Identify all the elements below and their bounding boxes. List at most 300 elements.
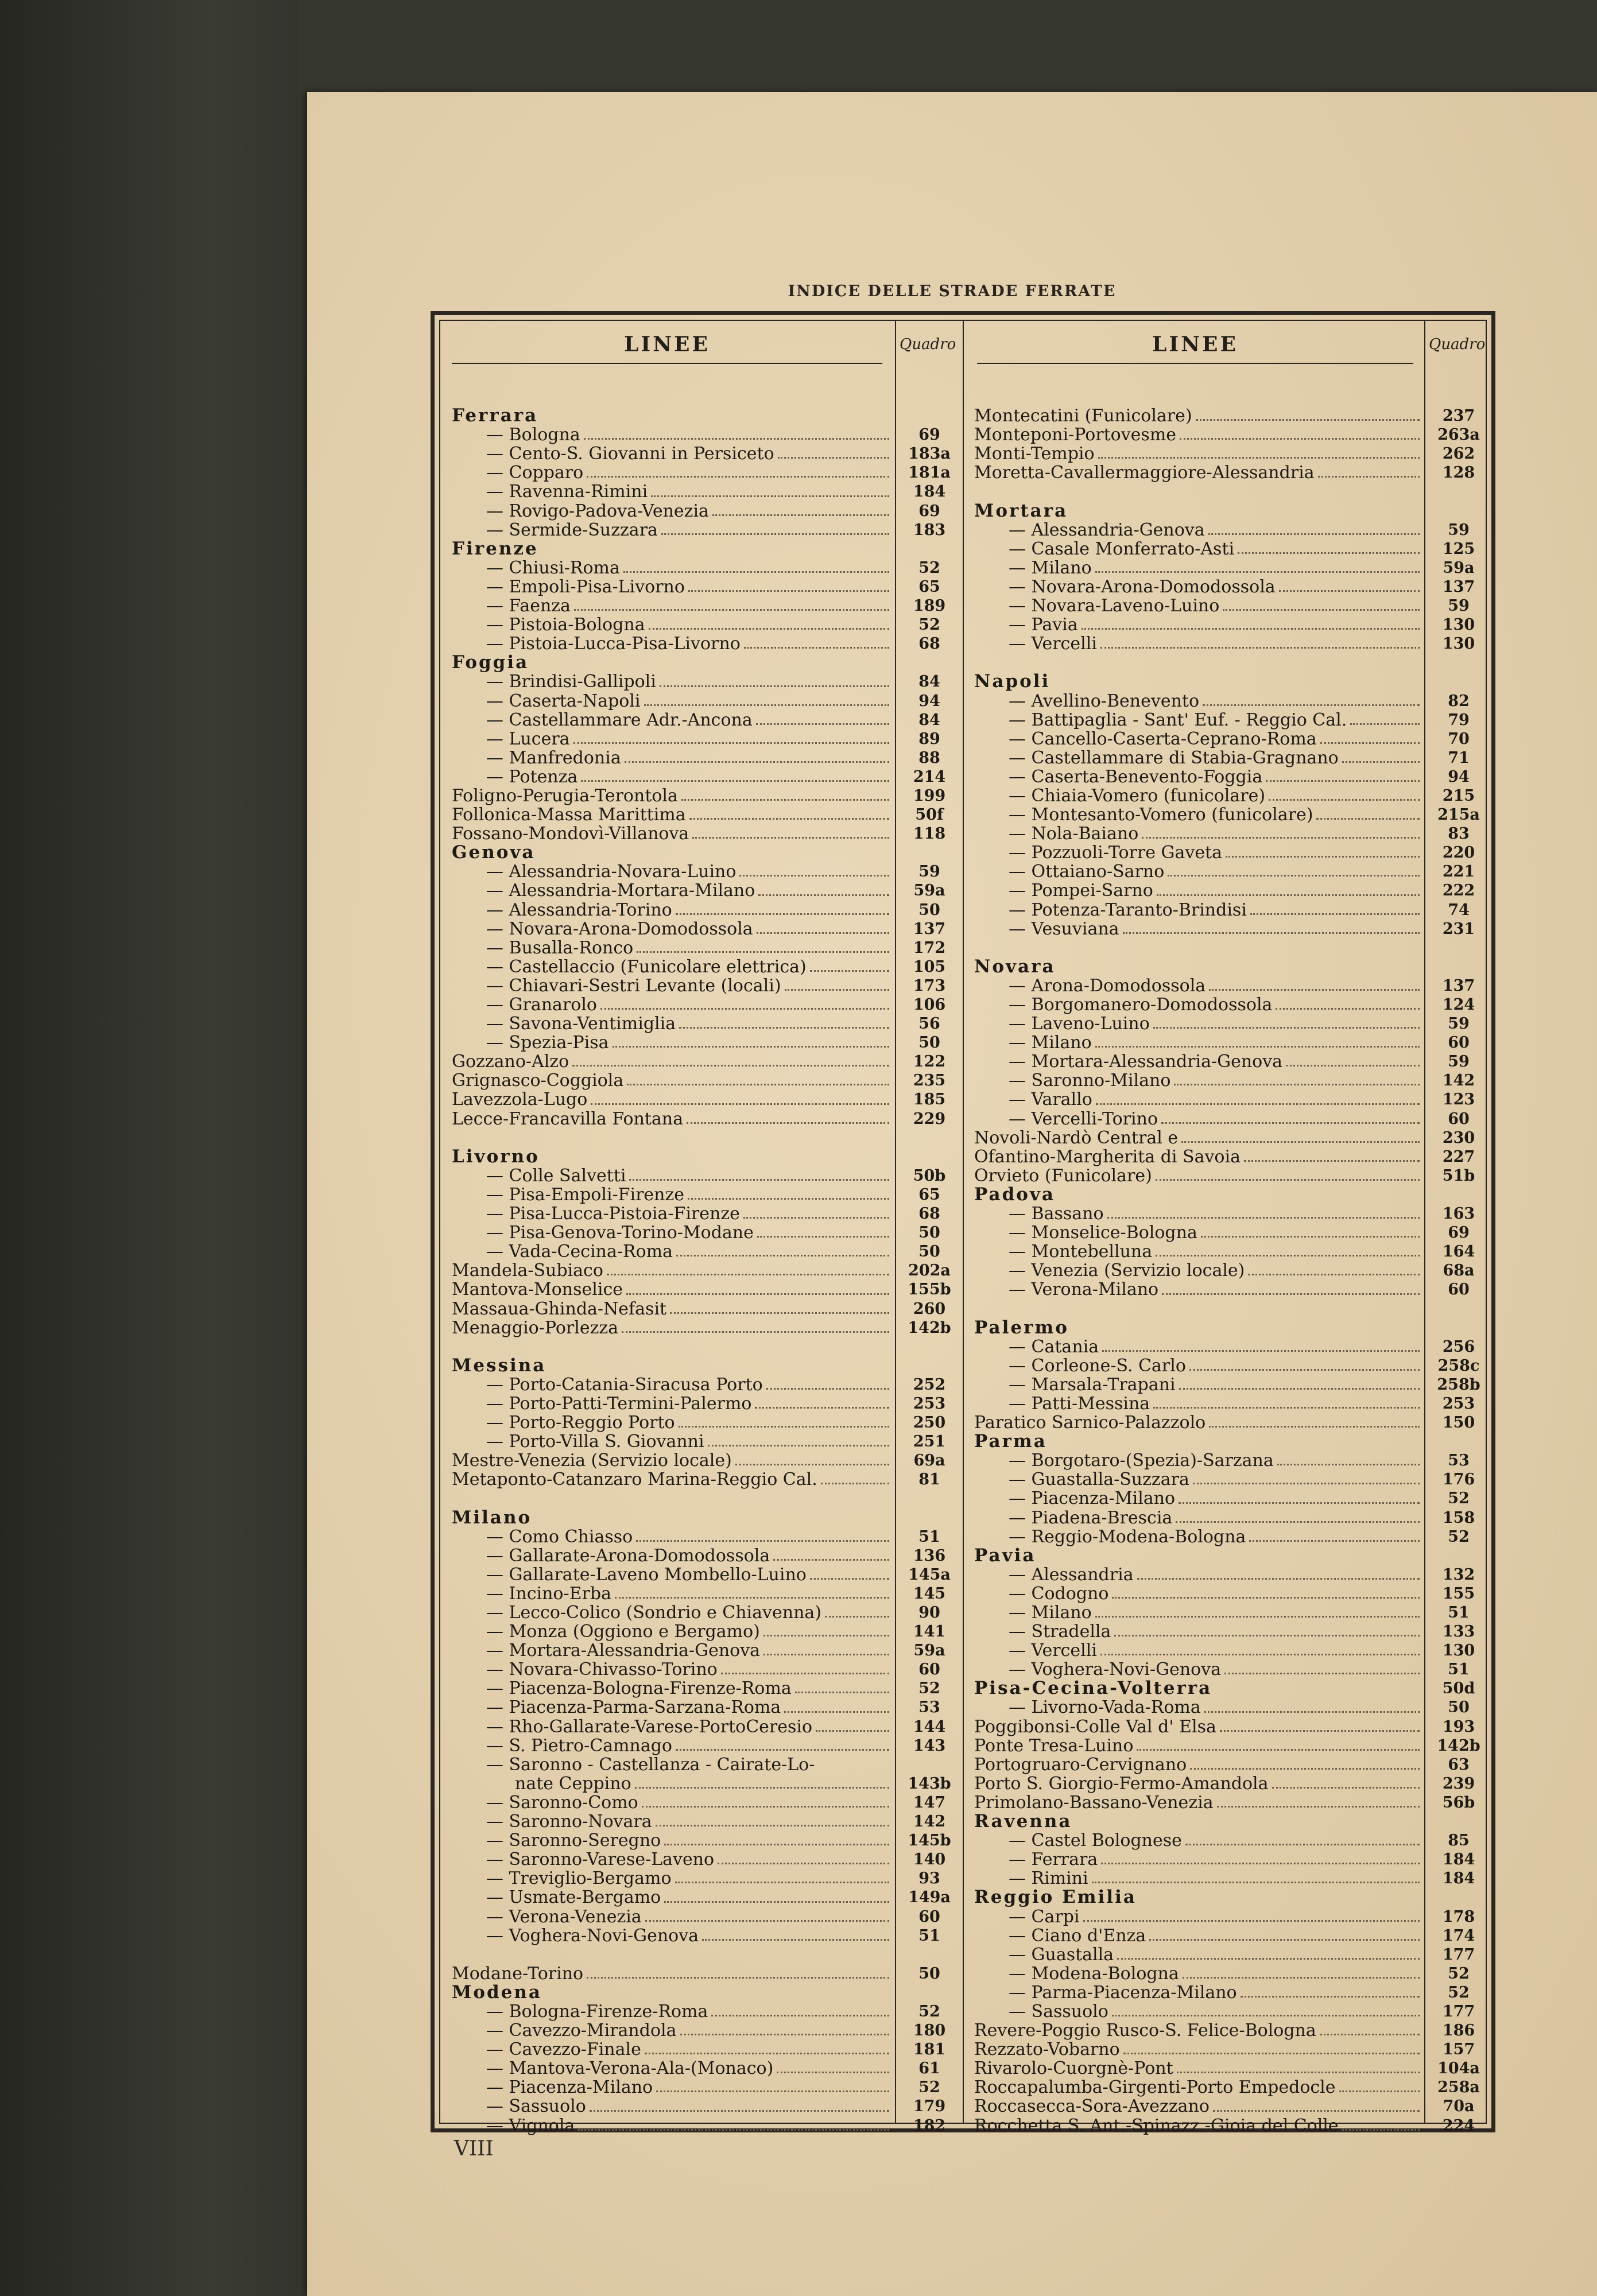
page-title: INDICE DELLE STRADE FERRATE [788,282,1117,300]
quadro-number: 70a [1443,2097,1475,2116]
quadro-number: 50 [918,1034,940,1052]
entry-name: — Cento-S. Giovanni in Persiceto [486,444,774,464]
quadro-number: 189 [913,597,946,615]
index-group-heading [452,1508,963,1527]
index-entry [974,1147,1492,1166]
quadro-number: 143b [908,1774,951,1793]
leader-dots [778,457,889,459]
quadro-number: 158 [1442,1508,1475,1527]
entry-name: Napoli [974,671,1051,692]
index-entry [452,1812,963,1831]
quadro-number: 184 [913,483,946,501]
index-entry [974,1261,1492,1280]
index-entry [452,805,963,824]
entry-name: — Milano [1009,1033,1092,1053]
leader-dots [623,571,889,573]
quadro-number: 59 [1448,1015,1470,1033]
entry-name: — S. Pietro-Camnago [486,1735,672,1756]
index-table [431,311,1495,2136]
index-entry [974,843,1492,862]
leader-dots [670,1312,889,1314]
index-entry [452,502,963,521]
index-entry [452,1280,963,1299]
row-spacer [452,1128,963,1147]
index-entry [452,1964,963,1983]
index-entry [974,692,1492,711]
quadro-number: 50d [1442,1680,1475,1698]
index-group-heading [452,1147,963,1166]
index-entry [452,767,963,786]
leader-dots [1149,1939,1420,1941]
index-entry [452,1375,963,1394]
leader-dots [660,685,889,687]
entry-name: — Porto-Villa S. Giovanni [486,1432,704,1452]
leader-dots [1266,780,1420,782]
quadro-number: 53 [918,1698,940,1717]
entry-name: — Nola-Baiano [1009,824,1139,844]
index-entry [452,1831,963,1850]
entry-name: — Vercelli [1009,634,1097,654]
entry-name: — Sermide-Suzzara [486,519,658,540]
index-entry [974,540,1492,559]
quadro-number: 105 [913,957,946,976]
row-spacer [452,1337,963,1356]
index-entry [974,1508,1492,1527]
quadro-number: 178 [1442,1907,1475,1926]
leader-dots [795,1692,889,1693]
index-group-heading [452,406,963,425]
quadro-number: 164 [1442,1243,1475,1261]
index-entry [974,2097,1492,2116]
quadro-number: 137 [1442,577,1475,596]
leader-dots [712,514,889,516]
index-entry [974,1622,1492,1641]
entry-name: — Saronno - Castellanza - Cairate-Lo- [486,1754,815,1775]
quadro-number: 177 [1442,1945,1475,1964]
quadro-number: 53 [1448,1452,1470,1470]
leader-dots [1220,1730,1420,1732]
quadro-number: 215a [1437,806,1480,824]
index-entry [452,425,963,444]
index-entry [452,711,963,730]
index-entry [974,559,1492,577]
leader-dots [676,1255,889,1256]
leader-dots [1244,1160,1420,1162]
leader-dots [689,818,889,820]
index-entry [974,1717,1492,1736]
entry-name: — Verona-Milano [1009,1279,1159,1300]
leader-dots [1203,704,1420,706]
entry-name: Foggia [452,652,529,673]
index-entry [974,1128,1492,1147]
scanner-background [0,0,299,2296]
leader-dots [1201,1236,1420,1238]
entry-name: — Rho-Gallarate-Varese-PortoCeresio [486,1716,813,1737]
leader-dots [1179,1502,1420,1504]
leader-dots [590,2110,889,2112]
leader-dots [1183,1977,1420,1979]
entry-name: Modena [452,1981,542,2003]
quadro-number: 56b [1442,1793,1475,1812]
column-divider [963,321,964,2123]
quadro-number: 184 [1442,1870,1475,1888]
row-spacer [452,1945,963,1964]
quadro-number: 68 [918,635,940,653]
index-group-heading [974,502,1492,521]
entry-name: — Chiavari-Sestri Levante (locali) [486,975,781,996]
entry-name: Firenze [452,538,538,559]
index-entry [452,444,963,463]
leader-dots [656,2091,889,2092]
index-entry [452,1413,963,1432]
index-entry [974,521,1492,540]
leader-dots [1209,989,1420,991]
leader-dots [1137,1749,1420,1751]
leader-dots [676,913,889,915]
index-entry [452,748,963,767]
index-entry [452,1394,963,1413]
leader-dots [1176,1521,1420,1523]
leader-dots [1189,1369,1420,1371]
quadro-number: 214 [913,767,946,786]
leader-dots [1209,1426,1420,1428]
quadro-number: 172 [913,938,946,957]
leader-dots [757,1236,889,1238]
leader-dots [1318,476,1420,478]
entry-name: — Lecco-Colico (Sondrio e Chiavenna) [486,1603,821,1623]
leader-dots [679,1426,889,1428]
entry-name: — Chiusi-Roma [486,557,620,578]
quadro-number: 130 [1442,1642,1475,1660]
quadro-number: 145b [908,1832,951,1850]
leader-dots [625,761,889,763]
index-entry [974,805,1492,824]
index-entry [452,1717,963,1736]
entry-name: — Alessandria-Mortara-Milano [486,881,755,901]
entry-name: Pavia [974,1545,1036,1566]
quadro-number: 231 [1442,920,1475,938]
leader-dots [644,704,889,706]
leader-dots [708,1445,889,1446]
entry-name: — Empoli-Pisa-Livorno [486,576,685,597]
entry-name: — Granarolo [486,995,597,1015]
entry-name: — Sassuolo [1009,2001,1108,2022]
index-group-heading [452,540,963,559]
quadro-number: 239 [1442,1774,1475,1793]
leader-dots [739,875,889,876]
leader-dots [784,1711,889,1713]
entry-name: — Voghera-Novi-Genova [1009,1659,1222,1680]
index-entry [974,1641,1492,1660]
entry-name: — Mantova-Verona-Ala-(Monaco) [486,2058,774,2079]
entry-name: — Borgotaro-(Spezia)-Sarzana [1009,1450,1274,1471]
index-entry [974,1090,1492,1109]
quadro-number: 60 [918,1661,940,1679]
entry-name: Gozzano-Alzo [452,1052,569,1072]
index-entry [974,1052,1492,1071]
entry-name: — Modena-Bologna [1009,1963,1179,1984]
index-entry [452,1565,963,1584]
entry-name: — Alessandria-Torino [486,899,672,920]
entry-name: Paratico Sarnico-Palazzolo [974,1413,1206,1433]
quadro-number: 142 [913,1813,946,1831]
index-entry [452,1736,963,1755]
leader-dots [1316,818,1420,820]
left-header-linee: LINEE [624,332,710,356]
index-group-heading [974,1185,1492,1204]
leader-dots [675,1882,889,1883]
index-entry [452,2040,963,2059]
quadro-number: 137 [1442,976,1475,995]
entry-name: — Corleone-S. Carlo [1009,1355,1186,1376]
index-entry [452,1204,963,1223]
index-entry [974,425,1492,444]
entry-name: — Pistoia-Bologna [486,615,645,635]
quadro-number: 142b [1437,1736,1480,1755]
index-group-heading [974,1679,1492,1698]
index-entry [974,1110,1492,1128]
entry-name: — Savona-Ventimiglia [486,1014,676,1034]
index-entry [452,976,963,995]
leader-dots [1157,894,1420,896]
index-entry [974,2002,1492,2021]
index-entry [452,1014,963,1033]
leader-dots [692,837,889,839]
leader-dots [773,1559,889,1561]
index-entry [974,1337,1492,1356]
leader-dots [1350,723,1420,725]
quadro-number: 50 [918,901,940,919]
index-entry [974,1375,1492,1394]
entry-name: — Saronno-Como [486,1792,638,1813]
entry-name: — Brindisi-Gallipoli [486,672,656,692]
entry-name: — Pompei-Sarno [1009,881,1153,901]
index-entry [974,1489,1492,1508]
index-entry [974,1926,1492,1945]
entry-name: Menaggio-Porlezza [452,1317,619,1338]
index-entry [452,672,963,691]
leader-dots [681,799,889,801]
quadro-number: 51b [1442,1166,1475,1185]
leader-dots [1102,1350,1420,1352]
quadro-number: 122 [913,1053,946,1071]
entry-name: — Castellammare di Stabia-Gragnano [1009,747,1339,768]
entry-name: Milano [452,1507,532,1528]
entry-name: — Potenza-Taranto-Brindisi [1009,899,1247,920]
entry-name: Roccasecca-Sora-Avezzano [974,2096,1210,2117]
leader-dots [735,1464,889,1465]
document-page [307,92,1597,2296]
quadro-number: 251 [913,1433,946,1451]
quadro-number: 74 [1448,901,1470,919]
leader-dots [587,476,889,478]
index-entry [974,1945,1492,1964]
quadro-number: 182 [913,2116,946,2135]
row-spacer [452,387,963,406]
quadro-number: 237 [1442,407,1475,425]
leader-dots [574,609,889,611]
entry-name: Padova [974,1184,1056,1205]
index-entry [452,901,963,920]
index-entry [974,1964,1492,1983]
entry-name: — Usmate-Bergamo [486,1887,661,1908]
quadro-number: 199 [913,786,946,805]
leader-dots [1095,1046,1420,1048]
entry-name: Porto S. Giorgio-Fermo-Amandola [974,1773,1269,1794]
quadro-number: 82 [1448,692,1470,710]
index-entry [974,1223,1492,1242]
entry-name: — Potenza [486,766,578,787]
entry-name: — Cavezzo-Finale [486,2039,641,2060]
entry-name: — Pistoia-Lucca-Pisa-Livorno [486,634,741,654]
entry-name: — Reggio-Modena-Bologna [1009,1526,1246,1547]
leader-dots [645,1920,889,1922]
index-entry [452,596,963,615]
index-entry [452,559,963,577]
entry-name: nate Ceppino [515,1773,631,1794]
index-entry [974,862,1492,881]
index-entry [452,1698,963,1717]
leader-dots [680,2034,889,2035]
leader-dots [1208,533,1420,535]
quadro-number: 128 [1442,464,1475,482]
entry-name: — Stradella [1009,1622,1111,1642]
leader-dots [1277,1464,1420,1465]
index-entry [974,881,1492,900]
leader-dots [687,1122,889,1124]
leader-dots [1114,1635,1420,1636]
entry-name: — Pisa-Lucca-Pistoia-Firenze [486,1204,740,1224]
quadro-number: 50b [913,1166,946,1185]
index-entry [974,824,1492,843]
entry-name: Foligno-Perugia-Terontola [452,785,678,806]
index-group-heading [974,1812,1492,1831]
entry-name: Revere-Poggio Rusco-S. Felice-Bologna [974,2020,1316,2041]
quadro-number: 93 [918,1870,940,1888]
quadro-number: 144 [913,1717,946,1736]
quadro-number: 65 [918,1185,940,1204]
entry-name: — Castellammare Adr.-Ancona [486,709,753,730]
entry-name: Roccapalumba-Girgenti-Porto Empedocle [974,2077,1336,2098]
quadro-number: 61 [918,2060,940,2078]
index-entry [452,1300,963,1318]
leader-dots [757,932,889,934]
quadro-number: 52 [1448,1983,1470,2002]
quadro-number: 52 [918,616,940,634]
leader-dots [1162,1293,1420,1295]
leader-dots [1250,913,1420,915]
quadro-number: 262 [1442,445,1475,463]
index-entry [974,786,1492,805]
index-entry [974,1584,1492,1603]
entry-name: Portogruaro-Cervignano [974,1754,1187,1775]
entry-name: — Saronno-Novara [486,1812,652,1832]
quadro-number: 145a [908,1565,951,1584]
quadro-number: 229 [913,1110,946,1128]
entry-name: Orvieto (Funicolare) [974,1165,1152,1186]
entry-name: — Bologna-Firenze-Roma [486,2001,708,2022]
quadro-number: 69 [918,502,940,520]
entry-name: Monti-Tempio [974,444,1095,464]
index-entry [974,1565,1492,1584]
quadro-number: 130 [1442,635,1475,653]
index-entry [452,824,963,843]
quadro-number: 163 [1442,1205,1475,1223]
entry-name: Poggibonsi-Colle Val d' Elsa [974,1716,1216,1737]
entry-name: — Monselice-Bologna [1009,1223,1197,1243]
index-entry [452,1223,963,1242]
entry-name: — Cancello-Caserta-Ceprano-Roma [1009,728,1317,749]
leader-dots [1339,2091,1420,2092]
leader-dots [642,1806,889,1808]
leader-dots [1249,1540,1420,1542]
entry-name: Grignasco-Coggiola [452,1071,624,1091]
quadro-number: 253 [1442,1394,1475,1413]
quadro-number: 202a [908,1262,951,1280]
index-entry [452,1451,963,1470]
leader-dots [1083,1920,1420,1922]
index-entry [974,1869,1492,1888]
entry-name: Pisa-Cecina-Volterra [974,1678,1212,1699]
leader-dots [1320,742,1420,744]
quadro-number: 124 [1442,996,1475,1014]
quadro-number: 179 [913,2097,946,2116]
entry-name: — Piacenza-Bologna-Firenze-Roma [486,1678,792,1699]
entry-name: — Vercelli-Torino [1009,1108,1158,1129]
quadro-number: 51 [1448,1661,1470,1679]
quadro-number: 84 [918,673,940,691]
quadro-number: 52 [1448,1490,1470,1508]
leader-dots [688,1198,889,1200]
entry-name: — Laveno-Luino [1009,1014,1150,1034]
quadro-number: 142b [908,1318,951,1337]
index-group-heading [974,957,1492,976]
entry-name: — Novara-Laveno-Luino [1009,596,1220,616]
leader-dots [1190,1768,1420,1770]
index-entry [974,406,1492,425]
entry-name: Messina [452,1355,546,1376]
index-entry [974,1850,1492,1869]
left-column-list [452,387,963,2135]
entry-name: Mandela-Subiaco [452,1261,603,1281]
entry-name: — Gallarate-Arona-Domodossola [486,1545,770,1566]
entry-name: Metaponto-Catanzaro Marina-Reggio Cal. [452,1469,817,1490]
quadro-number: 155 [1442,1584,1475,1603]
index-entry [974,2116,1492,2135]
index-entry [452,1850,963,1869]
leader-dots [649,628,889,630]
entry-name: — Rovigo-Padova-Venezia [486,501,709,521]
entry-name: Rocchetta S. Ant.-Spinazz.-Gioia del Colle [974,2115,1339,2136]
leader-dots [656,1825,889,1826]
quadro-number: 125 [1442,540,1475,558]
quadro-number: 89 [918,730,940,748]
index-entry [974,577,1492,596]
quadro-number: 230 [1442,1128,1475,1147]
entry-name: Novara [974,956,1056,977]
quadro-number: 59a [913,1642,945,1660]
index-entry [452,938,963,957]
right-column-list [974,387,1492,2135]
entry-name: Lecce-Francavilla Fontana [452,1108,684,1129]
entry-name: — Caserta-Benevento-Foggia [1009,766,1263,787]
index-entry [974,730,1492,748]
entry-name: — Vercelli [1009,1640,1097,1661]
quadro-number: 52 [918,559,940,577]
leader-dots [1112,2015,1420,2016]
quadro-number: 68a [1443,1262,1475,1280]
entry-name: — Guastalla [1009,1944,1114,1965]
